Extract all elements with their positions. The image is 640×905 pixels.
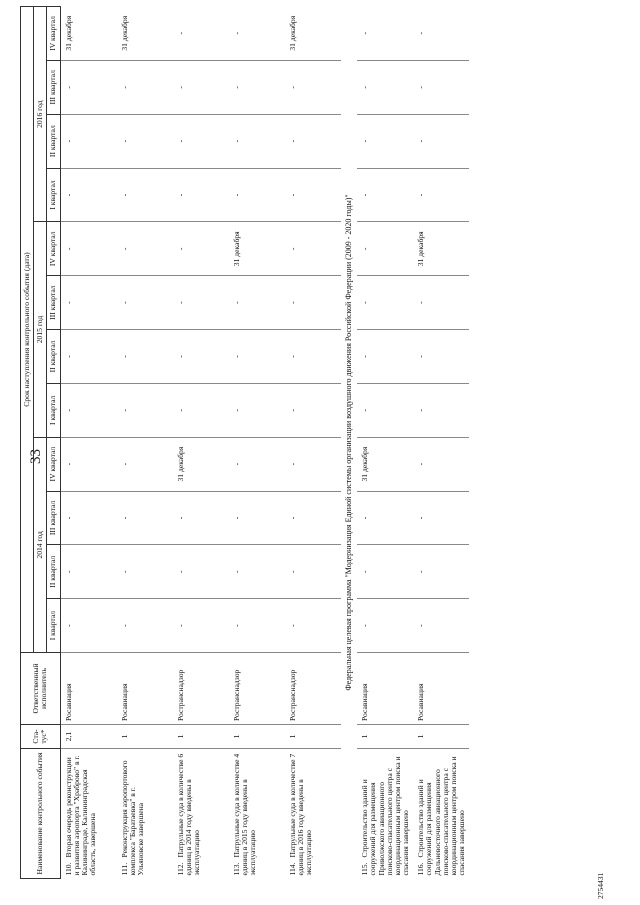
quarter-date: - bbox=[229, 7, 285, 61]
quarter-date: - bbox=[285, 437, 341, 491]
quarter-date: - bbox=[413, 168, 469, 222]
header-year-2015: 2015 год bbox=[34, 222, 47, 437]
quarter-date: - bbox=[229, 437, 285, 491]
event-name bbox=[60, 749, 117, 879]
section-row bbox=[341, 7, 358, 879]
header-quarter: III квартал bbox=[47, 60, 60, 114]
quarter-date: - bbox=[60, 222, 117, 276]
header-responsible: Ответственный исполнитель bbox=[21, 653, 61, 725]
quarter-date: - bbox=[173, 222, 229, 276]
event-number: 110. bbox=[63, 862, 73, 876]
page-number: 33 bbox=[28, 449, 44, 464]
quarter-date: - bbox=[285, 599, 341, 653]
quarter-date: - bbox=[117, 276, 173, 330]
quarter-date: - bbox=[357, 168, 413, 222]
quarter-date: - bbox=[413, 599, 469, 653]
event-title: Патрульные суда в количестве 7 единиц в 2016 году введены в эксплуатацию bbox=[287, 753, 313, 876]
event-number: 111. bbox=[119, 862, 129, 876]
quarter-date: 31 декабря bbox=[413, 222, 469, 276]
quarter-date: - bbox=[285, 276, 341, 330]
event-status: 1 bbox=[285, 725, 341, 749]
header-name: Наименование контрольного события bbox=[21, 749, 61, 879]
quarter-date: - bbox=[117, 545, 173, 599]
quarter-date: 31 декабря bbox=[285, 7, 341, 61]
quarter-date: - bbox=[173, 7, 229, 61]
quarter-date: - bbox=[413, 114, 469, 168]
event-name bbox=[117, 749, 173, 879]
header-quarter: I квартал bbox=[47, 599, 60, 653]
document-number: 2754431 bbox=[596, 872, 605, 899]
event-title: Вторая очередь реконструкции и развития аэропорта "Храброво" в г. Калининграде, Калининградская область, завершена bbox=[63, 755, 98, 876]
quarter-date: 31 декабря bbox=[60, 7, 117, 61]
quarter-date: - bbox=[413, 276, 469, 330]
header-quarter: III квартал bbox=[47, 491, 60, 545]
event-name bbox=[357, 749, 413, 879]
quarter-date: - bbox=[117, 330, 173, 384]
quarter-date: - bbox=[357, 60, 413, 114]
quarter-date: - bbox=[357, 114, 413, 168]
table-row bbox=[60, 7, 117, 879]
quarter-date: 31 декабря bbox=[117, 7, 173, 61]
quarter-date: - bbox=[60, 491, 117, 545]
quarter-date: - bbox=[357, 7, 413, 61]
event-name bbox=[229, 749, 285, 879]
quarter-date: - bbox=[285, 330, 341, 384]
event-responsible: Росавиация bbox=[413, 653, 469, 725]
event-number: 114. bbox=[287, 862, 297, 876]
quarter-date: - bbox=[413, 383, 469, 437]
event-name bbox=[285, 749, 341, 879]
quarter-date: - bbox=[413, 7, 469, 61]
header-status: Ста-тус* bbox=[21, 725, 61, 749]
table-row bbox=[117, 7, 173, 879]
quarter-date: - bbox=[285, 60, 341, 114]
event-number: 112. bbox=[175, 862, 185, 876]
quarter-date: - bbox=[173, 545, 229, 599]
header-quarter: II квартал bbox=[47, 545, 60, 599]
quarter-date: - bbox=[117, 60, 173, 114]
event-status: 1 bbox=[413, 725, 469, 749]
quarter-date: - bbox=[413, 545, 469, 599]
quarter-date: - bbox=[285, 491, 341, 545]
quarter-date: - bbox=[60, 114, 117, 168]
quarter-date: - bbox=[229, 60, 285, 114]
quarter-date: - bbox=[60, 383, 117, 437]
header-quarter: IV квартал bbox=[47, 222, 60, 276]
event-title: Реконструкция аэропортового комплекса "Баратаевка" в г. Ульяновске завершена bbox=[119, 760, 145, 876]
quarter-date: - bbox=[173, 599, 229, 653]
quarter-date: - bbox=[285, 114, 341, 168]
event-title: Строительство зданий и сооружений для размещения Приволжского авиационного поисково-спасательного центра с координационным центром поиска и спасания завершено bbox=[360, 756, 411, 876]
quarter-date: - bbox=[60, 599, 117, 653]
quarter-date: - bbox=[117, 114, 173, 168]
table-row bbox=[173, 7, 229, 879]
quarter-date: - bbox=[229, 276, 285, 330]
quarter-date: - bbox=[117, 437, 173, 491]
control-events-table bbox=[20, 6, 469, 879]
header-quarter: II квартал bbox=[47, 114, 60, 168]
quarter-date: 31 декабря bbox=[357, 437, 413, 491]
event-responsible: Ространснадзор bbox=[173, 653, 229, 725]
quarter-date: - bbox=[357, 545, 413, 599]
header-quarter: I квартал bbox=[47, 383, 60, 437]
header-quarter: III квартал bbox=[47, 276, 60, 330]
quarter-date: - bbox=[229, 330, 285, 384]
quarter-date: - bbox=[229, 114, 285, 168]
quarter-date: - bbox=[229, 383, 285, 437]
quarter-date: - bbox=[413, 437, 469, 491]
event-responsible: Ространснадзор bbox=[229, 653, 285, 725]
quarter-date: - bbox=[60, 437, 117, 491]
quarter-date: 31 декабря bbox=[229, 222, 285, 276]
quarter-date: - bbox=[117, 383, 173, 437]
quarter-date: - bbox=[229, 168, 285, 222]
quarter-date: - bbox=[173, 491, 229, 545]
quarter-date: - bbox=[60, 330, 117, 384]
quarter-date: - bbox=[285, 545, 341, 599]
quarter-date: - bbox=[117, 168, 173, 222]
quarter-date: 31 декабря bbox=[173, 437, 229, 491]
table-row bbox=[357, 7, 413, 879]
event-status: 1 bbox=[357, 725, 413, 749]
event-responsible: Росавиация bbox=[117, 653, 173, 725]
quarter-date: - bbox=[60, 545, 117, 599]
event-status: 1 bbox=[117, 725, 173, 749]
header-quarter: IV квартал bbox=[47, 437, 60, 491]
event-responsible: Ространснадзор bbox=[285, 653, 341, 725]
quarter-date: - bbox=[357, 383, 413, 437]
quarter-date: - bbox=[173, 114, 229, 168]
quarter-date: - bbox=[117, 491, 173, 545]
quarter-date: - bbox=[229, 599, 285, 653]
quarter-date: - bbox=[285, 168, 341, 222]
header-quarter: II квартал bbox=[47, 330, 60, 384]
table-row bbox=[229, 7, 285, 879]
event-responsible: Росавиация bbox=[357, 653, 413, 725]
event-title: Патрульные суда в количестве 6 единиц в 2014 году введены в эксплуатацию bbox=[175, 753, 201, 876]
header-quarter: IV квартал bbox=[47, 7, 60, 61]
section-title: Федеральная целевая программа "Модернизация Единой системы организации воздушного движения Российской Федерации (2009 - 2020 годы)" bbox=[343, 194, 353, 691]
quarter-date: - bbox=[357, 276, 413, 330]
quarter-date: - bbox=[229, 545, 285, 599]
quarter-date: - bbox=[173, 383, 229, 437]
event-title: Патрульные суда в количестве 4 единиц в 2015 году введены в эксплуатацию bbox=[231, 753, 257, 876]
table-row bbox=[413, 7, 469, 879]
quarter-date: - bbox=[60, 60, 117, 114]
event-status: 1 bbox=[229, 725, 285, 749]
quarter-date: - bbox=[173, 168, 229, 222]
quarter-date: - bbox=[60, 276, 117, 330]
quarter-date: - bbox=[413, 330, 469, 384]
quarter-date: - bbox=[357, 491, 413, 545]
event-number: 113. bbox=[231, 862, 241, 876]
quarter-date: - bbox=[413, 60, 469, 114]
event-name bbox=[413, 749, 469, 879]
quarter-date: - bbox=[173, 330, 229, 384]
header-quarter: I квартал bbox=[47, 168, 60, 222]
event-number: 115. bbox=[360, 862, 370, 876]
quarter-date: - bbox=[173, 60, 229, 114]
quarter-date: - bbox=[413, 491, 469, 545]
quarter-date: - bbox=[357, 222, 413, 276]
quarter-date: - bbox=[357, 330, 413, 384]
quarter-date: - bbox=[173, 276, 229, 330]
quarter-date: - bbox=[285, 383, 341, 437]
quarter-date: - bbox=[229, 491, 285, 545]
quarter-date: - bbox=[357, 599, 413, 653]
table-row bbox=[285, 7, 341, 879]
header-year-2016: 2016 год bbox=[34, 7, 47, 222]
event-responsible: Росавиация bbox=[60, 653, 117, 725]
event-number: 116. bbox=[416, 862, 426, 876]
quarter-date: - bbox=[117, 222, 173, 276]
event-status: 2,1 bbox=[60, 725, 117, 749]
header-year-2014: 2014 год bbox=[34, 437, 47, 652]
quarter-date: - bbox=[117, 599, 173, 653]
quarter-date: - bbox=[285, 222, 341, 276]
quarter-date: - bbox=[60, 168, 117, 222]
event-status: 1 bbox=[173, 725, 229, 749]
event-title: Строительство зданий и сооружений для размещения Дальневосточного авиационного поисково-спасательного центра с координационным центром поиска и спасания завершено bbox=[416, 756, 467, 876]
event-name bbox=[173, 749, 229, 879]
header-date-group: Срок наступления контрольного события (дата) bbox=[21, 7, 34, 653]
